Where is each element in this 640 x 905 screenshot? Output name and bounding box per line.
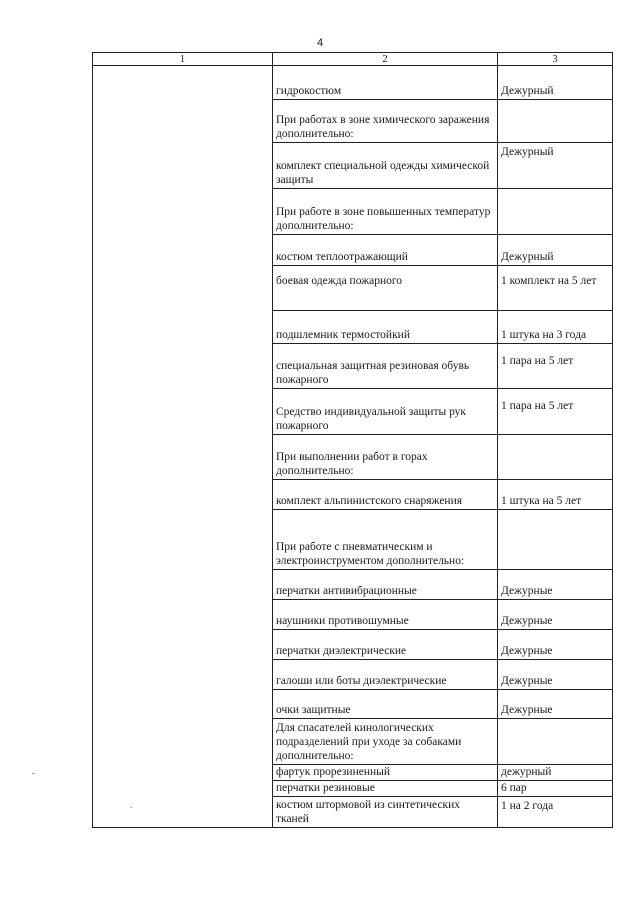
item-cell: комплект специальной одежды химической защиты bbox=[273, 143, 498, 189]
item-cell: комплект альпинистского снаряжения bbox=[273, 480, 498, 510]
item-cell: перчатки антивибрационные bbox=[273, 570, 498, 600]
term-cell: Дежурный bbox=[498, 143, 613, 189]
item-cell: При работах в зоне химического заражения дополнительно: bbox=[273, 100, 498, 143]
term-cell: Дежурные bbox=[498, 630, 613, 660]
column-header-2: 2 bbox=[273, 53, 498, 66]
term-cell bbox=[498, 100, 613, 143]
term-cell bbox=[498, 435, 613, 480]
item-cell: перчатки резиновые bbox=[273, 781, 498, 797]
term-cell: 1 штука на 3 года bbox=[498, 311, 613, 344]
item-cell: костюм теплоотражающий bbox=[273, 235, 498, 266]
page-number: 4 bbox=[316, 37, 324, 49]
column-header-3: 3 bbox=[498, 53, 613, 66]
term-cell: 1 штука на 5 лет bbox=[498, 480, 613, 510]
term-cell: Дежурный bbox=[498, 235, 613, 266]
item-cell: гидрокостюм bbox=[273, 66, 498, 100]
term-cell: 6 пар bbox=[498, 781, 613, 797]
term-cell bbox=[498, 510, 613, 570]
term-cell: 1 на 2 года bbox=[498, 797, 613, 828]
table-row bbox=[93, 66, 613, 100]
header-row bbox=[93, 53, 613, 66]
item-cell: При выполнении работ в горах дополнительно: bbox=[273, 435, 498, 480]
term-cell: Дежурный bbox=[498, 66, 613, 100]
item-cell: Для спасателей кинологических подразделений при уходе за собаками дополнительно: bbox=[273, 719, 498, 765]
term-cell: 1 пара на 5 лет bbox=[498, 344, 613, 389]
item-cell: галоши или боты диэлектрические bbox=[273, 660, 498, 690]
item-cell: боевая одежда пожарного bbox=[273, 266, 498, 311]
item-cell: Средство индивидуальной защиты рук пожарного bbox=[273, 389, 498, 435]
term-cell bbox=[498, 189, 613, 235]
term-cell: Дежурные bbox=[498, 690, 613, 719]
term-cell: Дежурные bbox=[498, 570, 613, 600]
item-cell: наушники противошумные bbox=[273, 600, 498, 630]
term-cell bbox=[498, 719, 613, 765]
term-cell: Дежурные bbox=[498, 600, 613, 630]
category-cell bbox=[93, 66, 273, 828]
item-cell: подшлемник термостойкий bbox=[273, 311, 498, 344]
term-cell: 1 комплект на 5 лет bbox=[498, 266, 613, 311]
item-cell: При работе в зоне повышенных температур дополнительно: bbox=[273, 189, 498, 235]
item-cell: костюм штормовой из синтетических тканей bbox=[273, 797, 498, 828]
item-cell: специальная защитная резиновая обувь пожарного bbox=[273, 344, 498, 389]
term-cell: 1 пара на 5 лет bbox=[498, 389, 613, 435]
equipment-table bbox=[92, 52, 613, 828]
item-cell: фартук прорезиненный bbox=[273, 765, 498, 781]
scan-speck: . bbox=[130, 800, 133, 810]
term-cell: Дежурные bbox=[498, 660, 613, 690]
term-cell: дежурный bbox=[498, 765, 613, 781]
item-cell: При работе с пневматическим и электроинструментом дополнительно: bbox=[273, 510, 498, 570]
item-cell: очки защитные bbox=[273, 690, 498, 719]
item-cell: перчатки диэлектрические bbox=[273, 630, 498, 660]
scan-speck: - bbox=[32, 768, 35, 778]
column-header-1: 1 bbox=[93, 53, 273, 66]
